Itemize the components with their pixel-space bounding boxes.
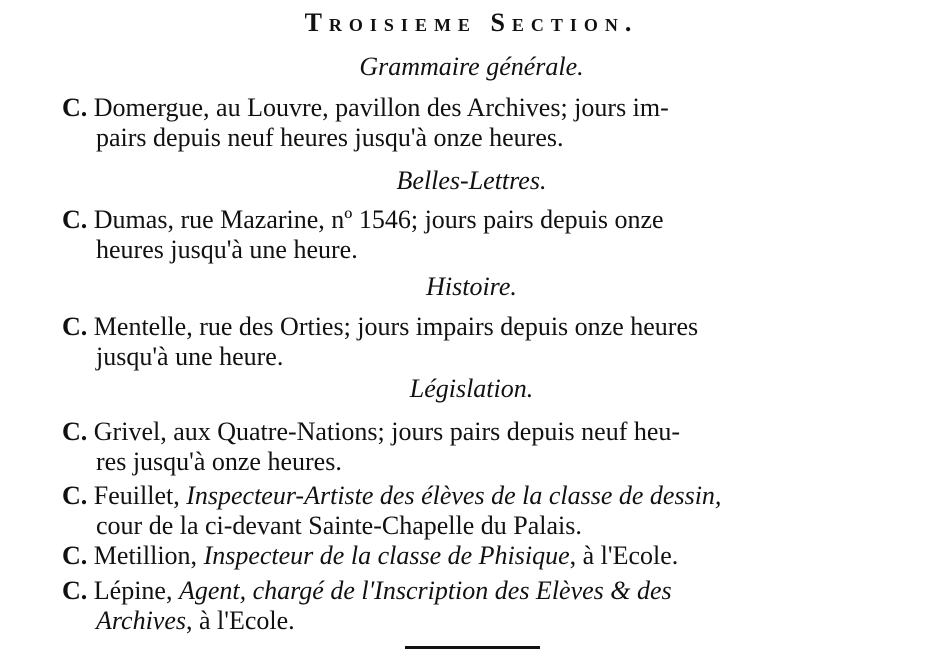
entry-feuillet xyxy=(62,481,904,541)
entry-line2-rest: , à l'Ecole. xyxy=(186,606,295,635)
entry-line2: cour de la ci-devant Sainte-Chapelle du Palais. xyxy=(96,511,582,540)
entry-lepine xyxy=(62,576,904,636)
entry-line2: res jusqu'à onze heures. xyxy=(96,447,342,476)
entry-grivel xyxy=(62,417,904,477)
entry-name: Lépine, xyxy=(93,576,173,605)
entry-prefix: C. xyxy=(62,312,88,341)
entry-prefix: C. xyxy=(62,205,88,234)
entry-rest: , à l'Ecole. xyxy=(569,541,679,570)
entry-line1: Mentelle, rue des Orties; jours impairs depuis onze heures xyxy=(93,312,699,341)
entry-name: Feuillet, xyxy=(93,481,180,510)
entry-line2-italic: Archives xyxy=(96,606,186,635)
entry-mentelle xyxy=(62,312,904,372)
entry-prefix: C. xyxy=(62,481,88,510)
entry-domergue xyxy=(62,93,904,153)
entry-name: Metillion, xyxy=(93,541,198,570)
entry-line1: Grivel, aux Quatre-Nations; jours pairs depuis neuf heu- xyxy=(93,417,681,446)
bottom-rule-divider xyxy=(405,646,540,649)
entry-title: Inspecteur de la classe de Phisique xyxy=(203,541,570,570)
entry-line1: Domergue, au Louvre, pavillon des Archives; jours im- xyxy=(93,93,669,122)
subhead-histoire: Histoire. xyxy=(426,272,517,301)
subhead-grammaire: Grammaire générale. xyxy=(359,52,584,81)
subhead-legislation: Législation. xyxy=(409,374,534,403)
entry-title: Agent, chargé de l'Inscription des Elèves & des xyxy=(178,576,672,605)
entry-prefix: C. xyxy=(62,541,88,570)
entry-prefix: C. xyxy=(62,417,88,446)
entry-line1: Dumas, rue Mazarine, nº 1546; jours pairs depuis onze xyxy=(93,205,664,234)
section-title: Troisieme Section. xyxy=(304,8,639,37)
entry-line2: pairs depuis neuf heures jusqu'à onze heures. xyxy=(96,123,564,152)
entry-dumas xyxy=(62,205,904,265)
entry-metillion xyxy=(62,541,904,571)
entry-line2: heures jusqu'à une heure. xyxy=(96,235,358,264)
entry-prefix: C. xyxy=(62,576,88,605)
entry-title: Inspecteur-Artiste des élèves de la classe de dessin, xyxy=(186,481,722,510)
subhead-belles-lettres: Belles-Lettres. xyxy=(396,166,547,195)
entry-line2: jusqu'à une heure. xyxy=(96,342,284,371)
entry-prefix: C. xyxy=(62,93,88,122)
entry-line2 xyxy=(62,606,904,636)
